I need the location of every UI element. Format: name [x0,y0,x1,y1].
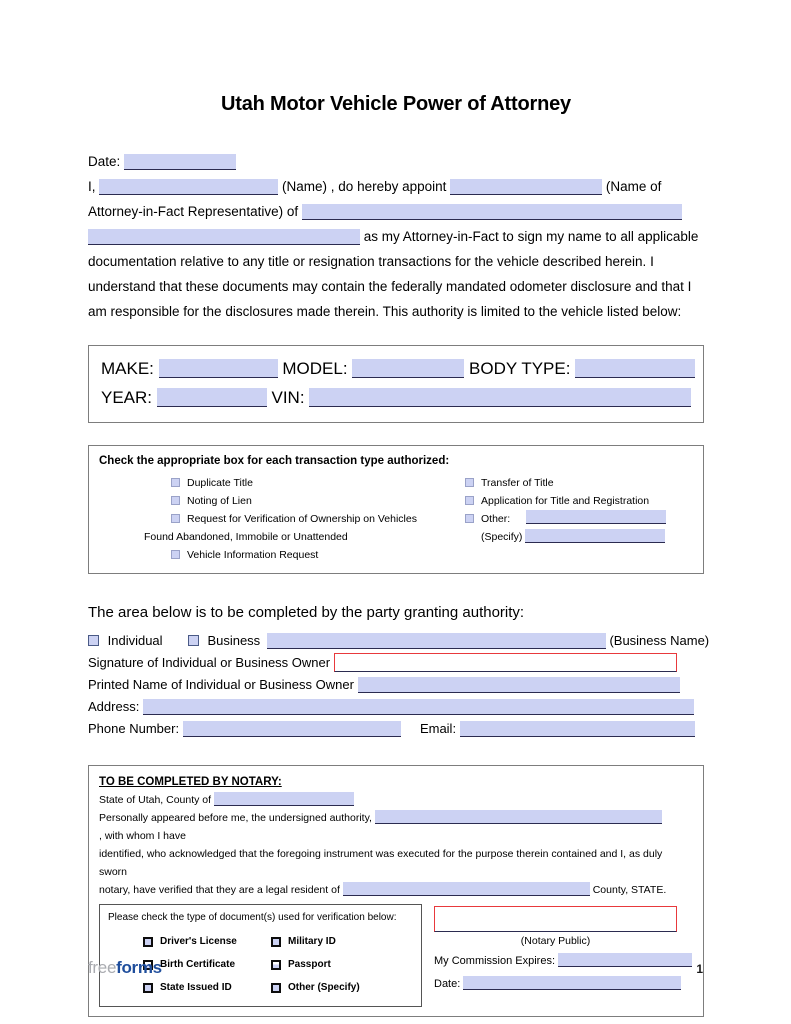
intro-body-text: as my Attorney-in-Fact to sign my name to all applicable documentation relative to any title or resignation transactions for the vehicle described herein. I understand that these documents may contain the federally mandated odometer disclosure and that I am responsible for the disclosures made therein. This authority is limited to the vehicle listed below: [88,229,699,319]
state-county-label: State of Utah, County of [99,794,212,806]
checkbox-transfer-of-title-icon[interactable] [465,478,474,487]
party-section-heading: The area below is to be completed by the party granting authority: [88,604,525,621]
body-type-input[interactable] [575,359,695,378]
date-label: Date: [88,154,121,169]
checkbox-row-transfer-of-title[interactable] [451,474,693,492]
checkbox-row-state-issued-id[interactable] [143,976,271,999]
checkbox-label-vehicle-information-request: Vehicle Information Request [187,549,319,561]
county-input[interactable] [214,792,354,806]
checkbox-duplicate-title-icon[interactable] [171,478,180,487]
checkbox-label-state-issued-id: State Issued ID [160,982,232,993]
party-fields [88,630,710,740]
checkbox-label-passport: Passport [288,959,331,970]
checkbox-label-birth-certificate: Birth Certificate [160,959,236,970]
address-row [88,696,704,718]
principal-name-input[interactable] [99,179,278,195]
make-input[interactable] [159,359,278,378]
checkbox-label-other: Other: [481,513,511,525]
business-name-paren-label: (Business Name) [609,633,710,648]
model-label: MODEL: [282,359,348,378]
checkbox-label-other-specify: Other (Specify) [288,982,360,993]
signature-row [88,652,704,674]
verification-continuation-text: Found Abandoned, Immobile or Unattended [144,531,348,543]
phone-email-row [88,718,704,740]
checkbox-vehicle-information-request-icon[interactable] [171,550,180,559]
freeforms-logo [88,958,162,978]
attorney-representative-label: Attorney-in-Fact Representative) of [88,204,299,219]
transaction-types-title: Check the appropriate box for each transaction type authorized: [99,455,450,467]
notary-box [88,765,704,1017]
checkbox-individual-icon[interactable] [88,635,99,646]
email-label: Email: [419,721,457,736]
page-title: Utah Motor Vehicle Power of Attorney [221,93,571,115]
phone-input[interactable] [183,721,401,737]
checkbox-label-verification-of-ownership: Request for Verification of Ownership on Vehicles [187,513,417,525]
checkbox-label-transfer-of-title: Transfer of Title [481,477,554,489]
checkbox-label-drivers-license: Driver's License [160,936,237,947]
specify-row [451,528,693,546]
notary-section-title: TO BE COMPLETED BY NOTARY: [99,776,282,788]
make-label: MAKE: [101,359,154,378]
notary-date-label: Date: [434,978,461,990]
name-of-label: (Name of [605,179,662,194]
address-label: Address: [88,699,140,714]
printed-name-row [88,674,704,696]
checkbox-other-icon[interactable] [465,514,474,523]
checkbox-row-verification-of-ownership[interactable] [99,510,451,528]
checkbox-noting-of-lien-icon[interactable] [171,496,180,505]
signature-input[interactable] [334,653,677,672]
notary-resident-suffix: County, STATE. [592,884,667,896]
notary-signature-area [422,904,693,1007]
notary-paragraph-line-3 [99,881,693,899]
checkbox-label-military-id: Military ID [288,936,336,947]
notary-lower-area [99,904,693,1007]
checkbox-drivers-license-icon[interactable] [143,937,153,947]
intro-section [88,149,704,324]
signature-label: Signature of Individual or Business Owner [88,655,331,670]
checkbox-label-noting-of-lien: Noting of Lien [187,495,252,507]
year-label: YEAR: [101,388,153,407]
logo-text-forms: forms [116,958,162,977]
year-input[interactable] [157,388,267,407]
notary-resident-county-input[interactable] [343,882,590,896]
checkbox-row-drivers-license[interactable] [143,930,271,953]
checkbox-row-application-title-registration[interactable] [451,492,693,510]
business-name-input[interactable] [267,633,606,649]
page-footer [88,958,703,978]
checkbox-business-icon[interactable] [188,635,199,646]
checkbox-row-duplicate-title[interactable] [99,474,451,492]
attorney-address-input-b[interactable] [88,229,360,245]
document-content [88,0,710,1017]
vin-label: VIN: [271,388,305,407]
appoint-row-1 [88,174,704,199]
specify-label: (Specify) [481,531,523,543]
checkbox-row-other[interactable] [451,510,693,528]
checkbox-label-individual: Individual [107,633,163,648]
entity-type-row [88,630,710,652]
verification-documents-box [99,904,422,1007]
checkbox-application-title-registration-icon[interactable] [465,496,474,505]
notary-signature-input[interactable] [434,906,677,932]
transaction-types-box [88,445,704,574]
body-type-label: BODY TYPE: [469,359,571,378]
vehicle-row-1 [101,354,691,383]
notary-appeared-label: Personally appeared before me, the undersigned authority, [99,812,372,824]
notary-state-county-row [99,791,693,809]
attorney-address-input-a[interactable] [302,204,682,220]
printed-name-input[interactable] [358,677,680,693]
page-number: 1 [696,962,703,976]
notary-appeared-suffix: , with whom I have [99,830,186,842]
other-transaction-input-top[interactable] [526,510,666,524]
notary-date-input[interactable] [463,976,681,990]
date-row [88,149,704,174]
checkbox-row-other-specify[interactable] [271,976,399,999]
name-appoint-label: (Name) , do hereby appoint [282,179,447,194]
transaction-columns [99,474,693,564]
checkbox-label-duplicate-title: Duplicate Title [187,477,253,489]
notary-paragraph-line-1 [99,809,693,845]
notary-resident-label: notary, have verified that they are a legal resident of [99,884,340,896]
checkbox-label-business: Business [207,633,261,648]
printed-name-label: Printed Name of Individual or Business Owner [88,677,354,692]
verification-title: Please check the type of document(s) used for verification below: [108,912,397,923]
appoint-row-2 [88,199,704,224]
email-input[interactable] [460,721,695,737]
attorney-in-fact-name-input[interactable] [450,179,602,195]
vin-input[interactable] [309,388,691,407]
model-input[interactable] [352,359,464,378]
notary-appeared-name-input[interactable] [375,810,662,824]
date-input[interactable] [124,154,236,170]
other-transaction-specify-input[interactable] [525,529,665,543]
i-prefix-label: I, [88,179,96,194]
checkbox-row-military-id[interactable] [271,930,399,953]
address-input[interactable] [143,699,694,715]
vehicle-details-box [88,345,704,423]
logo-text-free: free [88,958,117,977]
checkbox-row-vehicle-information-request[interactable] [99,546,451,564]
checkbox-label-application-title-registration: Application for Title and Registration [481,495,650,507]
checkbox-military-id-icon[interactable] [271,937,281,947]
checkbox-row-noting-of-lien[interactable] [99,492,451,510]
transaction-column-right [451,474,693,564]
vehicle-row-2 [101,383,691,412]
checkbox-state-issued-id-icon[interactable] [143,983,153,993]
checkbox-verification-of-ownership-icon[interactable] [171,514,180,523]
commission-expires-label: My Commission Expires: [434,955,556,967]
phone-label: Phone Number: [88,721,180,736]
notary-public-caption: (Notary Public) [520,935,591,947]
intro-body-row [88,224,704,324]
transaction-column-left [99,474,451,564]
checkbox-other-specify-icon[interactable] [271,983,281,993]
notary-paragraph-line-2: identified, who acknowledged that the foregoing instrument was executed for the purpose therein contained and I, as duly sworn [99,848,663,878]
